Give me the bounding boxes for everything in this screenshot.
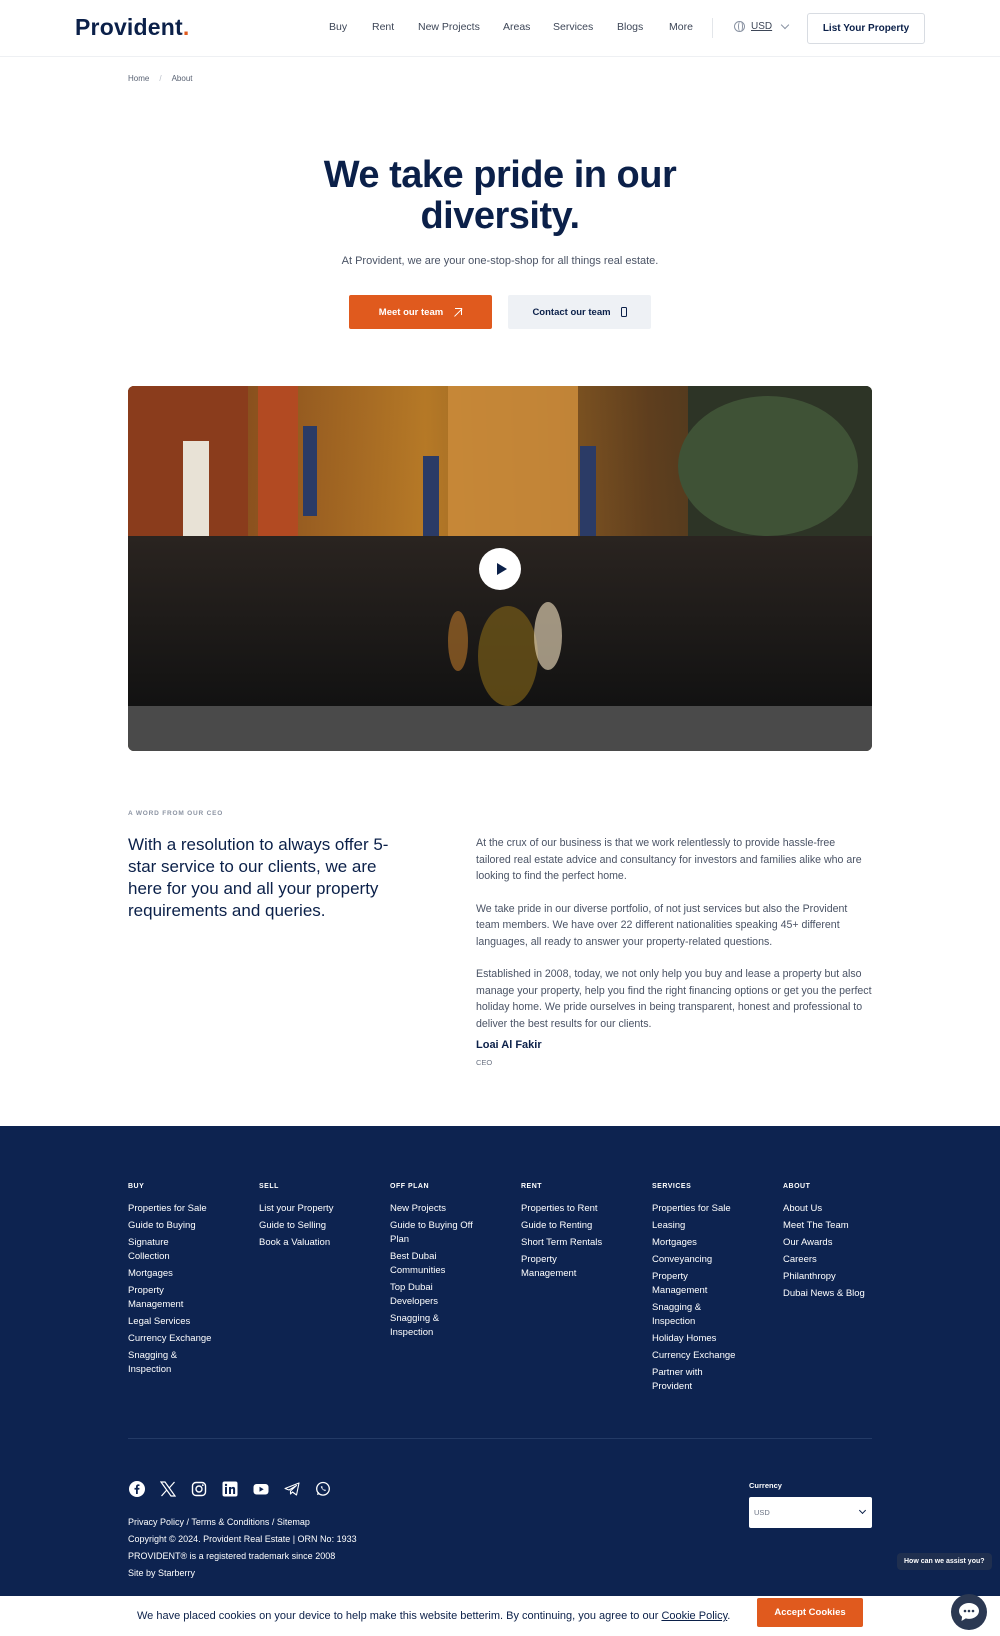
footer-link[interactable]: Partner with Provident <box>652 1367 703 1392</box>
ceo-paragraph: We take pride in our diverse portfolio, of not just services but also the Provident team members. We have over 22 different nationalities speaking 45+ different languages, all ready to answer your property-related questions. <box>476 902 848 948</box>
ceo-message <box>476 835 872 1048</box>
social-links <box>128 1480 331 1497</box>
meet-our-team-label: Meet our team <box>378 306 444 318</box>
ceo-quote: With a resolution to always offer 5-star service to our clients, we are here for you and all your property requirements and queries. <box>128 835 389 920</box>
facebook-icon[interactable] <box>128 1480 145 1497</box>
footer-currency-label: Currency <box>749 1481 782 1490</box>
instagram-icon[interactable] <box>190 1480 207 1497</box>
footer-column-about <box>783 1183 878 1304</box>
footer-link[interactable]: New Projects <box>390 1203 446 1214</box>
footer-column-title: SELL <box>259 1183 279 1190</box>
team-video[interactable] <box>128 386 872 751</box>
footer-divider <box>128 1438 872 1439</box>
footer-link[interactable]: Our Awards <box>783 1237 833 1248</box>
footer-currency-select[interactable] <box>749 1497 872 1528</box>
x-icon[interactable] <box>159 1480 176 1497</box>
whatsapp-icon[interactable] <box>314 1480 331 1497</box>
footer-legal <box>128 1514 357 1582</box>
arrow-up-right-icon <box>453 308 462 317</box>
footer-link[interactable]: Snagging & Inspection <box>652 1302 702 1327</box>
chat-bubble-icon <box>958 1602 980 1622</box>
cookie-end: . <box>727 1610 731 1622</box>
provident-logo[interactable]: Provident. <box>75 14 190 40</box>
footer-link[interactable]: Conveyancing <box>652 1254 713 1265</box>
ceo-name: Loai Al Fakir <box>476 1039 542 1051</box>
currency-switcher[interactable] <box>734 21 788 32</box>
site-credit[interactable]: Site by Starberry <box>128 1568 196 1578</box>
footer-link[interactable]: Short Term Rentals <box>521 1237 603 1248</box>
site-header <box>0 0 1000 57</box>
footer-link[interactable]: Best Dubai Communities <box>390 1251 446 1276</box>
globe-icon <box>734 21 745 32</box>
footer-column-off-plan <box>390 1183 485 1343</box>
accept-cookies-button[interactable]: Accept Cookies <box>757 1598 863 1627</box>
cookie-text <box>137 1610 730 1622</box>
footer-column-title: OFF PLAN <box>390 1183 429 1190</box>
nav-new-projects[interactable]: New Projects <box>418 21 480 33</box>
nav-services[interactable]: Services <box>553 21 594 33</box>
page-title <box>0 155 1000 237</box>
play-button[interactable] <box>479 548 521 590</box>
footer-link[interactable]: Philanthropy <box>783 1271 836 1282</box>
nav-buy[interactable]: Buy <box>329 21 348 33</box>
footer-link[interactable]: Leasing <box>652 1220 686 1231</box>
breadcrumb <box>128 74 192 83</box>
site-footer <box>0 1126 1000 1636</box>
assist-tooltip: How can we assist you? <box>897 1553 992 1570</box>
footer-link[interactable]: Legal Services <box>128 1316 191 1327</box>
footer-link[interactable]: Guide to Buying <box>128 1220 196 1231</box>
title-line-2: diversity. <box>420 195 580 237</box>
chevron-down-icon <box>781 21 789 29</box>
ceo-paragraph: Established in 2008, today, we not only help you buy and lease a property but also manage your property, help you find the right financing options or get you the perfect holiday home. We pride ourselves in being transparent, honest and professional to deliver the best results for our clients. <box>476 968 872 1030</box>
cookie-policy-link[interactable]: Cookie Policy <box>661 1610 728 1622</box>
phone-icon <box>621 307 627 317</box>
footer-link[interactable]: Property Management <box>128 1285 184 1310</box>
nav-divider <box>712 18 713 38</box>
footer-link[interactable]: Properties to Rent <box>521 1203 598 1214</box>
currency-label: USD <box>751 21 773 32</box>
breadcrumb-home[interactable]: Home <box>128 74 150 83</box>
nav-areas[interactable]: Areas <box>503 21 531 33</box>
chevron-down-icon <box>859 1507 866 1514</box>
footer-column-title: RENT <box>521 1183 543 1190</box>
footer-link[interactable]: Properties for Sale <box>128 1203 207 1214</box>
footer-link[interactable]: Mortgages <box>652 1237 697 1248</box>
footer-link[interactable]: Top Dubai Developers <box>390 1282 439 1307</box>
footer-currency-value: USD <box>754 1508 770 1517</box>
footer-link[interactable]: About Us <box>783 1203 823 1214</box>
nav-rent[interactable]: Rent <box>372 21 395 33</box>
footer-link[interactable]: Holiday Homes <box>652 1333 717 1344</box>
footer-link[interactable]: List your Property <box>259 1203 334 1214</box>
contact-our-team-label: Contact our team <box>532 306 611 318</box>
footer-link[interactable]: Currency Exchange <box>128 1333 212 1344</box>
policy-links[interactable]: Privacy Policy / Terms & Conditions / Sitemap <box>128 1517 310 1527</box>
footer-column-title: SERVICES <box>652 1183 692 1190</box>
meet-our-team-button[interactable] <box>349 295 492 329</box>
youtube-icon[interactable] <box>252 1480 269 1497</box>
list-your-property-button[interactable]: List Your Property <box>807 13 925 44</box>
footer-link[interactable]: Guide to Buying Off Plan <box>390 1220 473 1245</box>
breadcrumb-current: About <box>171 74 193 83</box>
footer-column-title: ABOUT <box>783 1183 811 1190</box>
nav-blogs[interactable]: Blogs <box>617 21 644 33</box>
footer-link[interactable]: Signature Collection <box>128 1237 170 1262</box>
footer-link[interactable]: Book a Valuation <box>259 1237 331 1248</box>
footer-link[interactable]: Careers <box>783 1254 817 1265</box>
footer-column-title: BUY <box>128 1183 145 1190</box>
breadcrumb-separator: / <box>159 74 162 83</box>
hero-subtitle: At Provident, we are your one-stop-shop for all things real estate. <box>341 255 659 267</box>
chat-button[interactable] <box>951 1594 987 1630</box>
footer-column-buy <box>128 1183 243 1380</box>
footer-link[interactable]: Guide to Selling <box>259 1220 327 1231</box>
footer-link[interactable]: Snagging & Inspection <box>390 1313 440 1338</box>
footer-link[interactable]: Properties for Sale <box>652 1203 731 1214</box>
nav-more[interactable]: More <box>669 21 693 33</box>
footer-column-rent <box>521 1183 616 1284</box>
cookie-message: We have placed cookies on your device to help make this website betterim. By continuing, you agree to our <box>137 1610 662 1622</box>
trademark: PROVIDENT® is a registered trademark since 2008 <box>128 1551 336 1561</box>
footer-link[interactable]: Meet The Team <box>783 1220 849 1231</box>
linkedin-icon[interactable] <box>221 1480 238 1497</box>
footer-column-sell <box>259 1183 374 1253</box>
ceo-role: CEO <box>476 1058 493 1067</box>
contact-our-team-button[interactable] <box>508 295 651 329</box>
footer-link[interactable]: Property Management <box>652 1271 708 1296</box>
footer-link[interactable]: Property Management <box>521 1254 577 1279</box>
footer-link[interactable]: Currency Exchange <box>652 1350 736 1361</box>
ceo-paragraph: At the crux of our business is that we work relentlessly to provide hassle-free tailored real estate advice and consultancy for investors and families alike who are looking to find the perfect home. <box>476 837 862 882</box>
footer-link[interactable]: Guide to Renting <box>521 1220 593 1231</box>
ceo-eyebrow: A WORD FROM OUR CEO <box>128 810 224 817</box>
footer-link[interactable]: Mortgages <box>128 1268 173 1279</box>
footer-link[interactable]: Snagging & Inspection <box>128 1350 178 1375</box>
copyright: Copyright © 2024. Provident Real Estate | ORN No: 1933 <box>128 1534 357 1544</box>
telegram-icon[interactable] <box>283 1480 300 1497</box>
title-line-1: We take pride in our <box>323 154 677 196</box>
footer-column-services <box>652 1183 747 1397</box>
footer-link[interactable]: Dubai News & Blog <box>783 1288 865 1299</box>
